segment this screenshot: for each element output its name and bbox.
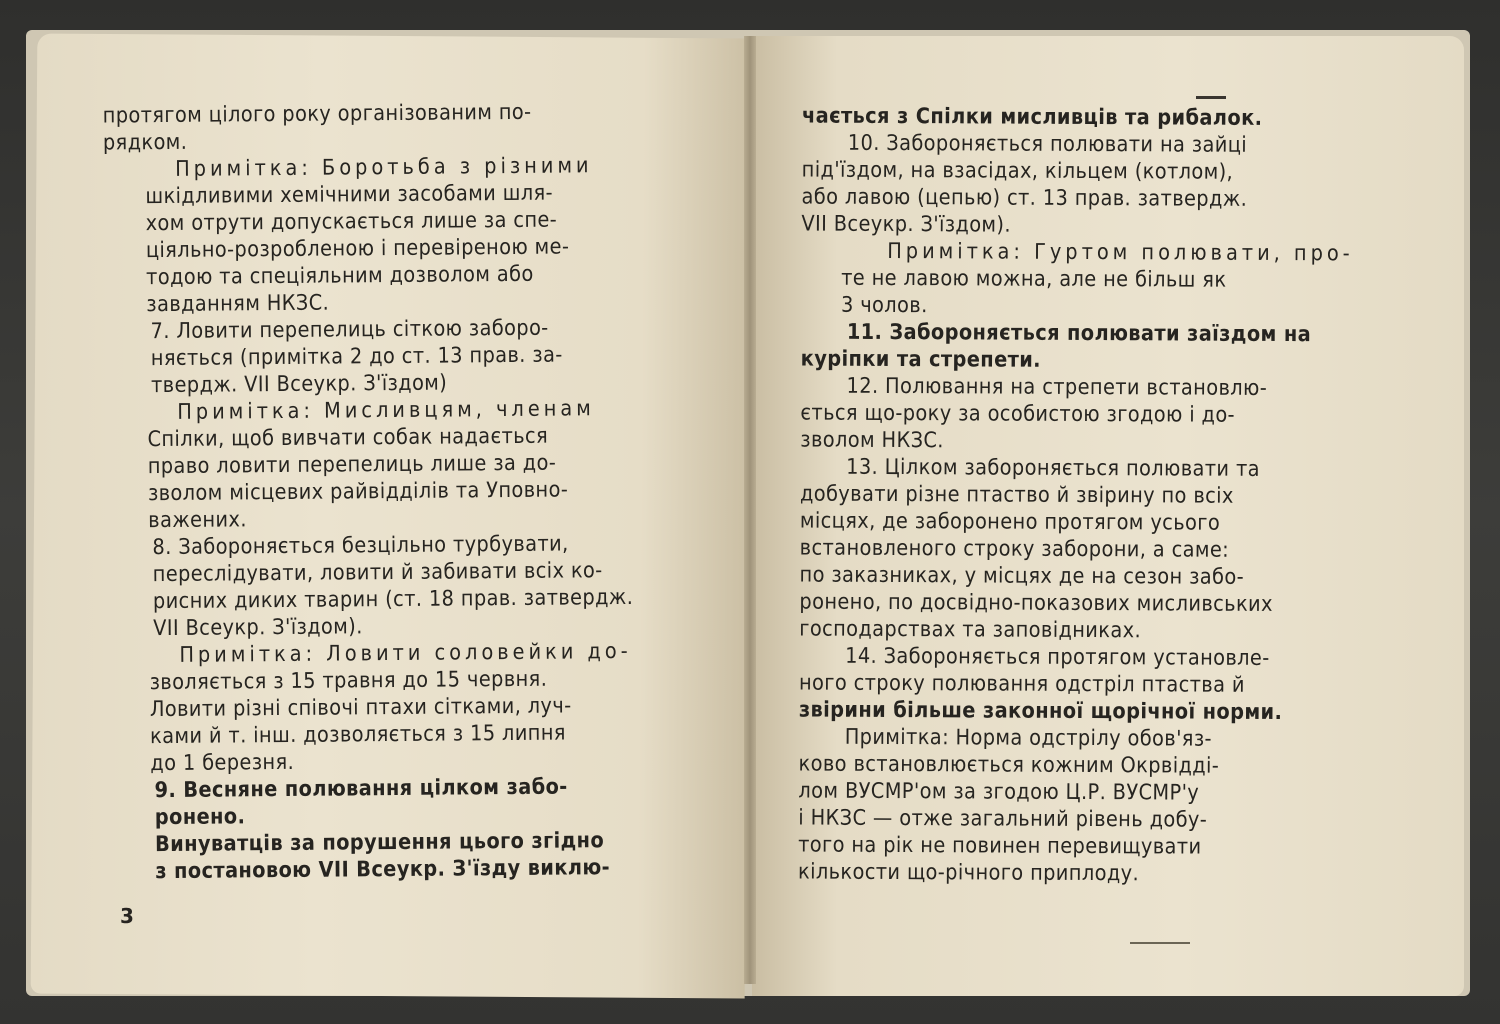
text-line: тодою та спеціяльним дозволом або [146,261,534,291]
text-line: хом отрути допускається лише за спе- [145,207,558,237]
page-end-rule [1130,942,1190,944]
text-line: важених. [148,507,247,534]
text-line: ється що-року за особистою згодою і до- [800,400,1236,428]
text-line: зволом місцевих райвідділів та Уповно- [147,477,569,507]
text-line: протягом цілого року організованим по- [102,99,532,129]
text-line: те не лавою можна, але не більш як [841,265,1227,293]
text-line: ронено. [154,804,246,831]
text-line: VII Всеукр. З'їздом). [153,614,363,642]
text-line: рисних диких тварин (ст. 18 прав. затвердж. [152,584,634,615]
text-line: зволяється з 15 травня до 15 червня. [149,666,548,696]
note-block [841,238,1373,322]
text-line: ками й т. інш. дозволяється з 15 липня [150,720,566,750]
text-line: 10. Забороняється полювати на зайці [847,130,1248,158]
text-line: того на рік не повинен перевищувати [798,832,1202,860]
text-line: Примітка: Норма одстрілу обов'яз- [844,724,1212,752]
text-line: Примітка: Боротьба з різними [175,153,593,182]
text-line: ного строку полювання одстріл птаства й [798,670,1245,698]
text-line: рядком. [102,129,188,156]
text-line: з постановою VII Всеукр. З'їзду виклю- [155,855,611,885]
text-line: завданням НКЗС. [146,290,330,318]
text-line: місцях, де заборонено протягом усього [799,508,1221,536]
text-line: 8. Забороняється безцільно турбувати, [152,531,569,561]
text-line: Винуватців за порушення цього згідно [154,828,605,858]
text-line: ково встановлюється кожним Окрвідді- [798,751,1220,779]
text-line: переслідувати, ловити й забивати всіх ко- [152,558,603,588]
text-line: ронено, по досвідно-показових мисливських [799,589,1273,617]
text-line: 11. Забороняється полювати заїздом на [846,319,1312,348]
text-line: Примітка: Гуртом полювати, про- [887,238,1354,267]
right-page-text [798,103,1374,889]
text-line: або лавою (цепью) ст. 13 прав. затвердж. [801,184,1248,212]
text-line: VII Всеукр. З'їздом). [801,211,1012,238]
text-line: Ловити різні співочі птахи сітками, луч- [149,693,572,723]
ink-mark [1196,96,1226,99]
page-number: 3 [120,904,134,928]
text-line: няється (примітка 2 до ст. 13 прав. за- [150,342,563,372]
note-block [145,151,684,318]
text-line: і НКЗС — отже загальний рівень добу- [798,805,1208,833]
text-line: 13. Цілком забороняється полювати та [846,454,1260,482]
text-line: до 1 березня. [150,749,295,777]
text-line: 7. Ловити перепелиць сіткою заборо- [150,315,549,345]
text-line: 3 чолов. [840,292,928,319]
text-line: 12. Полювання на стрепети встановлю- [846,373,1268,401]
text-line: 9. Весняне полювання цілком забо- [154,774,568,804]
text-line: чається з Спілки мисливців та рибалок. [801,103,1263,131]
text-line: право ловити перепелиць лише за до- [147,450,557,480]
text-line: добувати різне птаство й звірину по всіх [799,481,1234,509]
text-line: по заказниках, у місцях де на сезон забо- [799,562,1245,590]
booklet-spine [744,36,756,984]
note-block [149,637,688,777]
text-line: лом ВУСМР'ом за згодою Ц.Р. ВУСМР'у [798,778,1200,806]
text-line: під'їздом, на взасідах, кільцем (котлом), [801,157,1234,185]
text-line: шкідливими хемічними засобами шля- [145,180,554,210]
text-line: Примітка: Ловити соловейки до- [179,638,632,668]
text-line: зволом НКЗС. [800,427,944,454]
text-line: Примітка: Мисливцям, членам [177,396,595,425]
text-line: звірини більше законної щорічної норми. [798,697,1283,726]
text-line: твердж. VII Всеукр. З'їздом) [150,370,448,399]
text-line: встановленого строку заборони, а саме: [799,535,1230,563]
note-block [147,394,686,534]
text-line: 14. Забороняється протягом установле- [845,643,1270,671]
text-line: Спілки, щоб вивчати собак надається [147,423,549,453]
text-line: кількости що-річного приплоду. [797,859,1140,887]
text-line: ціяльно-розробленою і перевіреною ме- [145,234,570,264]
text-line: куріпки та стрепети. [800,346,1042,373]
left-page-text [103,97,690,885]
text-line: господарствах та заповідниках. [799,616,1142,644]
